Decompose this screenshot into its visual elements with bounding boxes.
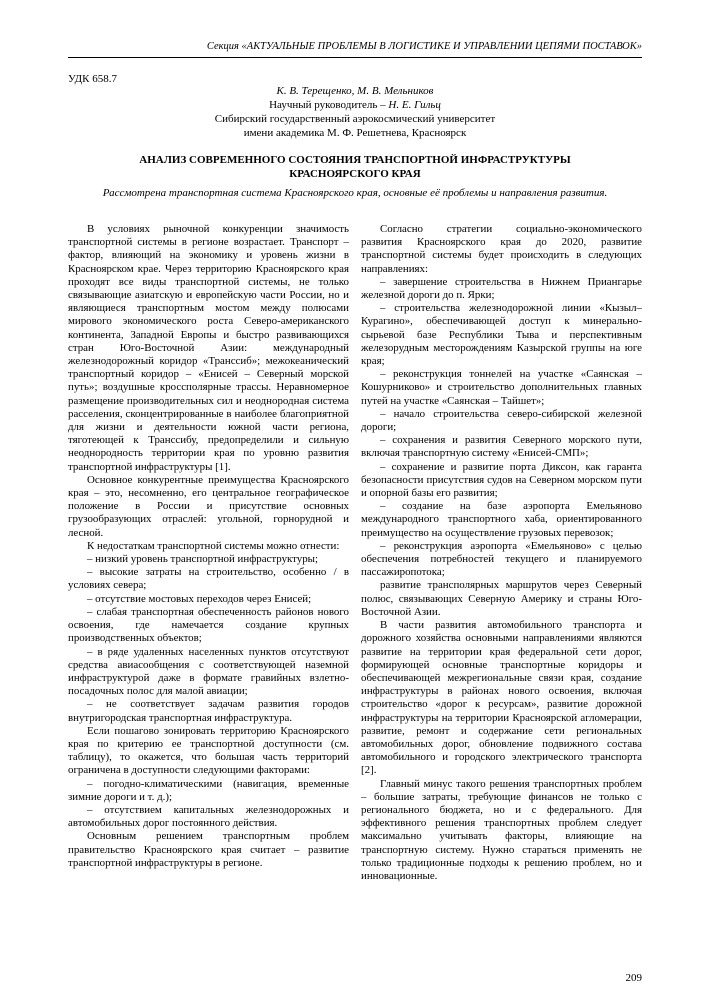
list-item: развитие трансполярных маршрутов через Северный полюс, связывающих Северную Америку и страны Юго-Восточной Азии. (361, 579, 642, 618)
paragraph: Основным решением транспортным проблем правительство Красноярского края считает – развитие транспортной инфраструктуры в регионе. (68, 830, 349, 869)
article-title (68, 153, 642, 181)
paragraph: К недостаткам транспортной системы можно отнести: (87, 539, 340, 552)
paragraph: Если пошагово зонировать территорию Красноярского края по критерию ее транспортной доступности (см. таблицу), то окажется, что большая часть территорий ограничена в доступности следующими факторами: (68, 724, 349, 777)
supervisor-name: Н. Е. Гильц (388, 99, 441, 111)
list-item: – строительства железнодорожной линии «Кызыл–Курагино», обеспечивающей доступ к минерально-сырьевой базе Республики Тыва и перспективным железорудным месторождениям Казырской группы на юге края; (361, 302, 642, 368)
supervisor-label: Научный руководитель – (269, 99, 389, 111)
list-item: – реконструкция аэропорта «Емельяново» с целью обеспечения потребностей текущего и планируемого пассажиропотока; (361, 539, 642, 579)
list-item: – сохранение и развитие порта Диксон, как гаранта безопасности присутствия судов на Северном морском пути и опорной базы его развития; (361, 460, 642, 500)
running-header: Секция «АКТУАЛЬНЫЕ ПРОБЛЕМЫ В ЛОГИСТИКЕ И УПРАВЛЕНИИ ЦЕПЯМИ ПОСТАВОК» (206, 41, 642, 52)
right-column (361, 223, 642, 883)
affiliation-line-2: имени академика М. Ф. Решетнева, Красноярск (243, 127, 467, 139)
list-item: – высокие затраты на строительство, особенно / в условиях севера; (68, 566, 349, 592)
abstract: Рассмотрена транспортная система Красноярского края, основные её проблемы и направления развития. (102, 187, 608, 199)
list-item: – не соответствует задачам развития городов внутригородская транспортная инфраструктура. (68, 698, 349, 724)
list-item: – завершение строительства в Нижнем Приангарье железной дороги до п. Ярки; (361, 275, 642, 302)
list-item: – начало строительства северо-сибирской железной дороги; (361, 407, 642, 434)
paragraph: Согласно стратегии социально-экономического развития Красноярского края до 2020, развитие транспортной системы будет происходить в следующих направлениях: (361, 223, 642, 275)
list-item: – в ряде удаленных населенных пунктов отсутствуют средства авиасообщения с соответствующей наземной инфраструктурой даже в формате гравийных взлетно-посадочных полос для малой авиации; (68, 645, 349, 698)
list-item: – отсутствие мостовых переходов через Енисей; (87, 592, 312, 605)
udk-code: УДК 658.7 (68, 73, 118, 85)
affiliation-line-1: Сибирский государственный аэрокосмический университет (214, 113, 496, 125)
header-rule (68, 57, 642, 58)
list-item: – низкий уровень транспортной инфраструктуры; (87, 553, 319, 566)
supervisor-line (68, 98, 642, 112)
list-item: – создание на базе аэропорта Емельяново международного транспортного хаба, ориентированного преимущество на осуществление грузовых перевозок; (361, 500, 642, 539)
list-item: – отсутствием капитальных железнодорожных и автомобильных дорог постоянного действия. (68, 803, 349, 830)
list-item: – погодно-климатическими (навигация, временные зимние дороги и т. д.); (68, 777, 349, 803)
page-number: 209 (625, 972, 642, 984)
title-line-1: АНАЛИЗ СОВРЕМЕННОГО СОСТОЯНИЯ ТРАНСПОРТНОЙ ИНФРАСТРУКТУРЫ (139, 154, 571, 166)
title-line-2: КРАСНОЯРСКОГО КРАЯ (289, 168, 421, 180)
list-item: – реконструкция тоннелей на участке «Саянская – Кошурниково» и строительство дополнительных главных путей на участке «Саянская – Тайшет»; (361, 368, 642, 407)
paragraph: В части развития автомобильного транспорта и дорожного хозяйства основными направлениями являются развитие на территории края федеральной сети дорог, формирующей основные транспортные коридоры и обеспечивающей межрегиональные связи края, создание инфраструктуры в районах нового освоения, включая строительство «дорог к ресурсам», развитие дорожной инфраструктуры на территории Красноярской агломерации, развитие, ремонт и содержание сети региональных автомобильных дорог, обновление подвижного состава автомобильного и городского электрического транспорта [2]. (361, 619, 642, 777)
list-item: – сохранения и развития Северного морского пути, включая транспортную систему «Енисей-СМП»; (361, 434, 642, 460)
paragraph: Главный минус такого решения транспортных проблем – большие затраты, требующие финансов не только с регионального бюджета, но и с федерального. Для эффективного решения транспортных проблем следует максимально учитывать факторы, влияющие на транспортную систему. Нужно стараться применять не только традиционные подходы к решению проблем, но и инновационные. (361, 777, 642, 882)
paragraph: Основное конкурентные преимущества Красноярского края – это, несомненно, его центральное географическое положение в России и присутствие основных грузообразующих отраслей: угольной, горнорудной и лесной. (68, 473, 349, 539)
paragraph: В условиях рыночной конкуренции значимость транспортной системы в регионе возрастает. Транспорт – фактор, влияющий на экономику и уровень жизни в Красноярском крае. Через территорию Красноярского края проходят все виды транспортной системы, не только связывающие азиатскую и европейскую части России, но и являющиеся транспортным мостом между полюсами мирового экономического роста Северо-американского континента, Западной Европы и быстро развивающихся стран Юго-Восточной Азии: международный железнодорожный коридор «Транссиб»; межокеанический транспортный коридор – «Енисей – Северный морской путь»; воздушные кроссполярные трассы. Неравномерное размещение производительных сил и неоднородная система расселения, сконцентрированные в наиболее благоприятной для жизни и деятельности южной части региона, тяготеющей к Транссибу, предопределили и сильную неоднородность территории края по уровню развития транспортной инфраструктуры [1]. (68, 223, 349, 473)
authors: К. В. Терещенко, М. В. Мельников (276, 85, 434, 97)
list-item: – слабая транспортная обеспеченность районов нового освоения, где намечается создание крупных производственных объектов; (68, 605, 349, 645)
left-column (68, 223, 349, 870)
author-block (68, 84, 642, 140)
